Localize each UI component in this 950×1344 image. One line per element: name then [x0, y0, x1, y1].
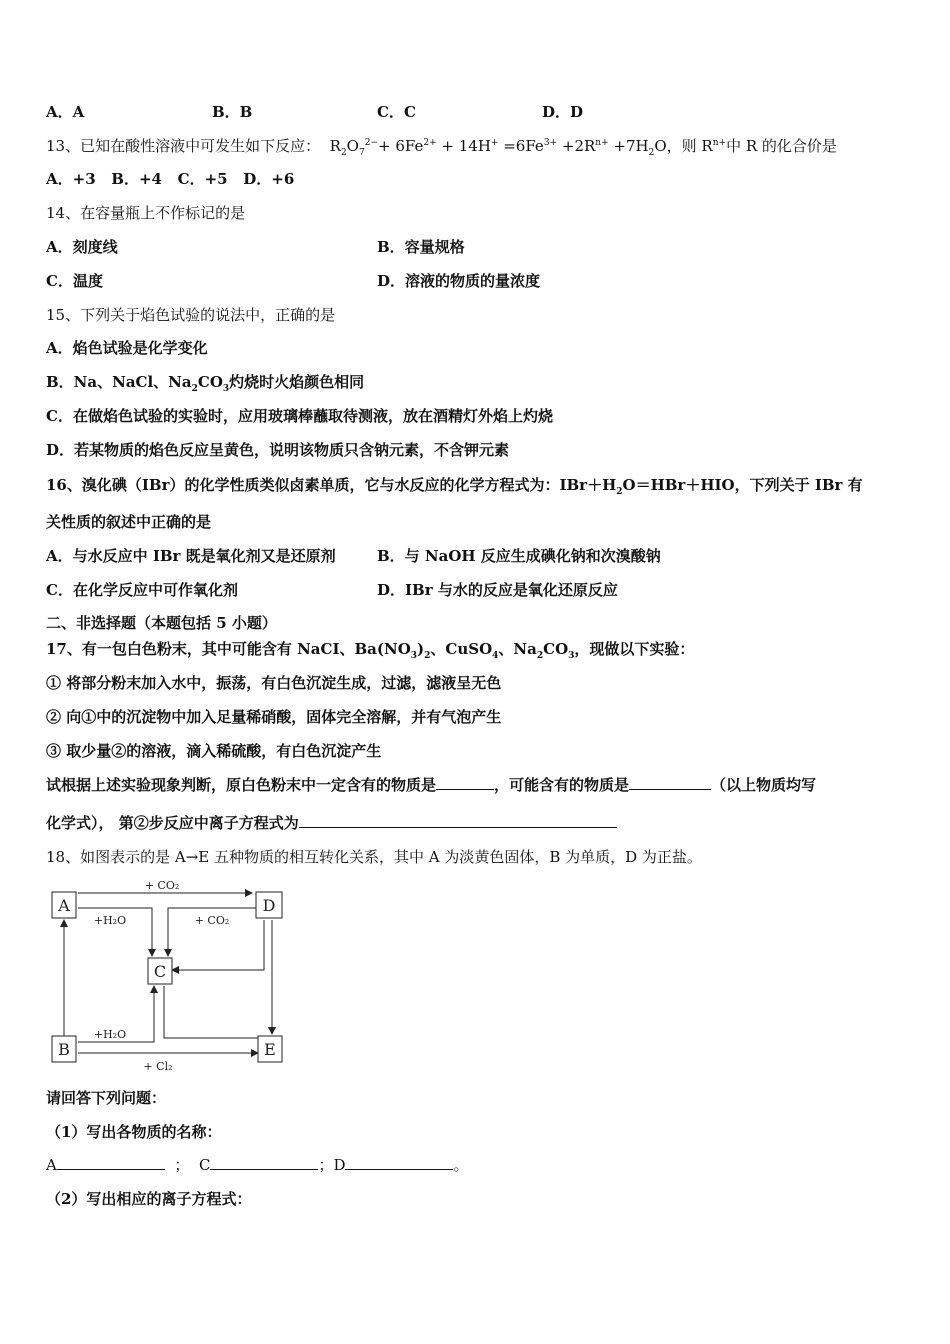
q18-blank-d[interactable]: [345, 1155, 453, 1170]
q18-blank-c[interactable]: [210, 1155, 318, 1170]
label-a-to-d: + CO₂: [144, 879, 180, 892]
q14-option-a: A．刻度线: [46, 238, 118, 256]
q17-blank-ionic-equation[interactable]: [299, 813, 617, 828]
q15-option-d: D．若某物质的焰色反应呈黄色，说明该物质只含钠元素，不含钾元素: [46, 441, 510, 459]
q17-step3: ③ 取少量②的溶液，滴入稀硫酸，有白色沉淀产生: [46, 742, 382, 760]
q13-options: A．+3 B．+4 C．+5 D．+6: [46, 170, 295, 188]
node-d: D: [262, 896, 276, 915]
q16-option-d: D．IBr 与水的反应是氧化还原反应: [377, 581, 618, 599]
q18-sub1: （1）写出各物质的名称：: [46, 1123, 222, 1141]
q16-option-c: C．在化学反应中可作氧化剂: [46, 581, 238, 599]
line-c-to-e: [164, 986, 268, 1038]
q18-stem: 18、如图表示的是 A→E 五种物质的相互转化关系，其中 A 为淡黄色固体，B 为单质，D 为正盐。: [46, 848, 702, 866]
label-b-water: +H₂O: [93, 1028, 127, 1041]
q14-option-b: B．容量规格: [377, 238, 465, 256]
q14-stem: 14、在容量瓶上不作标记的是: [46, 204, 246, 222]
q17-question-line2: 化学式）， 第②步反应中离子方程式为: [46, 813, 617, 833]
conversion-diagram: [44, 878, 294, 1078]
node-c: C: [153, 962, 167, 981]
arrow-d-side-to-c: [172, 920, 264, 970]
q12-option-c: C．C: [377, 103, 416, 121]
q13-stem: 13、已知在酸性溶液中可发生如下反应： $R_2O_7^{2-}+ 6Fe^{2+} + 14H^+ =6Fe^{3+} +2R^{n+} +7H_2O$，则 $R^{n+}$中 R 的化合价是: [46, 137, 837, 158]
q18-blank-a[interactable]: [57, 1155, 165, 1170]
q17-step2: ② 向①中的沉淀物中加入足量稀硝酸，固体完全溶解，并有气泡产生: [46, 708, 502, 726]
label-b-chlorine: + Cl₂: [143, 1060, 173, 1073]
q16-stem-line2: 关性质的叙述中正确的是: [46, 513, 212, 531]
node-a: A: [58, 896, 70, 915]
section2-heading: 二、非选择题（本题包括 5 小题）: [46, 614, 277, 632]
q15-option-b: B．Na、NaCl、$Na_2CO_3$灼烧时火焰颜色相同: [46, 373, 365, 394]
q17-stem: 17、有一包白色粉末，其中可能含有 NaCI、$Ba(NO_3)_2$、CuSO$_4$、$Na_2CO_3$，现做以下实验：: [46, 640, 695, 661]
q14-option-c: C．温度: [46, 272, 103, 290]
q12-option-d: D．D: [542, 103, 584, 121]
label-d-to-c: + CO₂: [194, 914, 230, 927]
q16-option-b: B．与 NaOH 反应生成碘化钠和次溴酸钠: [377, 547, 661, 565]
q15-option-a: A．焰色试验是化学变化: [46, 339, 208, 357]
q12-option-a: A．A: [46, 103, 85, 121]
q18-prompt: 请回答下列问题：: [46, 1089, 167, 1107]
q15-option-c: C．在做焰色试验的实验时，应用玻璃棒蘸取待测液，放在酒精灯外焰上灼烧: [46, 407, 553, 425]
q12-option-b: B．B: [212, 103, 253, 121]
q16-option-a: A．与水反应中 IBr 既是氧化剂又是还原剂: [46, 547, 336, 565]
node-e: E: [264, 1040, 276, 1059]
q17-blank-certain[interactable]: [436, 775, 494, 790]
node-b: B: [58, 1040, 70, 1059]
q18-sub2: （2）写出相应的离子方程式：: [46, 1190, 252, 1208]
q15-stem: 15、下列关于焰色试验的说法中，正确的是: [46, 306, 336, 324]
q17-blank-possible[interactable]: [629, 775, 711, 790]
q14-option-d: D．溶液的物质的量浓度: [377, 272, 541, 290]
label-a-to-c: +H₂O: [93, 914, 127, 927]
q18-fill-line: A ； C ；D 。: [46, 1156, 469, 1174]
q17-step1: ① 将部分粉末加入水中，振荡，有白色沉淀生成，过滤，滤液呈无色: [46, 674, 502, 692]
q16-stem-line1: 16、溴化碘（IBr）的化学性质类似卤素单质，它与水反应的化学方程式为：$IBr+H_2O=HBr+HIO$，下列关于 IBr 有: [46, 476, 863, 497]
q17-question-line1: 试根据上述实验现象判断，原白色粉末中一定含有的物质是 ，可能含有的物质是 （以上物质均写: [46, 776, 817, 794]
